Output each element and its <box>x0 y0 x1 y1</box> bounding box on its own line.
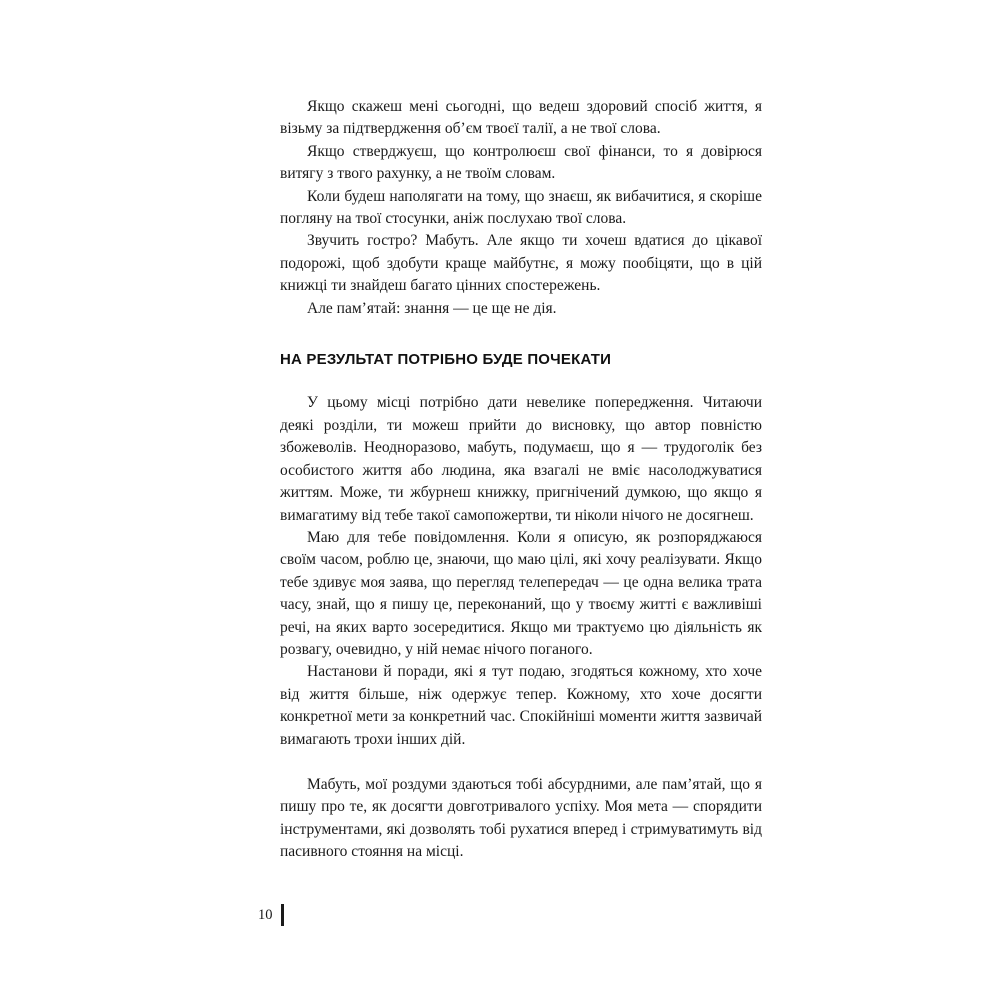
closing-paragraphs <box>280 774 762 864</box>
page-number: 10 <box>258 906 273 923</box>
text-block <box>280 96 762 864</box>
paragraph: Якщо скажеш мені сьогодні, що ведеш здоровий спосіб життя, я візьму за підтвердження об’єм твоєї талії, а не твої слова. <box>280 98 762 138</box>
paragraph: Маю для тебе повідомлення. Коли я описую, як розпоряджаюся своїм часом, роблю це, знаючи, що маю цілі, які хочу реалізувати. Якщо тебе здивує моя заява, що перегляд телепередач — це одна велика трата часу, знай, що я пишу це, переконаний, що у твоєму житті є важливіші речі, на яких варто зосередитися. Якщо ми трактуємо цю діяльність як розвагу, очевидно, у ній немає нічого поганого. <box>280 528 762 658</box>
paragraph: Настанови й поради, які я тут подаю, згодяться кожному, хто хоче від життя більше, ніж одержує тепер. Кожному, хто хоче досягти конкретної мети за конкретний час. Спокійніші моменти життя зазвичай вимагають трохи інших дій. <box>280 663 762 748</box>
paragraph: У цьому місці потрібно дати невелике попередження. Читаючи деякі розділи, ти можеш прийти до висновку, що автор повністю збожеволів. Неодноразово, мабуть, подумаєш, що я — трудоголік без особистого життя або людина, яка взагалі не вміє насолоджуватися життям. Може, ти жбурнеш книжку, пригнічений думкою, що якщо я вимагатиму від тебе такої самопожертви, ти ніколи нічого не досягнеш. <box>280 394 762 524</box>
paragraph: Мабуть, мої роздуми здаються тобі абсурдними, але пам’ятай, що я пишу про те, як досягти довготривалого успіху. Моя мета — спорядити інструментами, які дозволять тобі рухатися вперед і стримуватимуть від пасивного стояння на місці. <box>280 775 762 861</box>
body-paragraphs <box>280 392 762 751</box>
section-heading: НА РЕЗУЛЬТАТ ПОТРІБНО БУДЕ ПОЧЕКАТИ <box>280 351 612 369</box>
intro-paragraphs <box>280 96 762 320</box>
footer-rule <box>281 904 284 926</box>
paragraph: Але пам’ятай: знання — це ще не дія. <box>307 299 557 317</box>
paragraph: Звучить гостро? Мабуть. Але якщо ти хочеш вдатися до цікавої подорожі, щоб здобути краще майбутнє, я можу пообіцяти, що в цій книжці ти знайдеш багато цінних спостережень. <box>280 232 762 295</box>
paragraph: Якщо стверджуєш, що контролюєш свої фінанси, то я довірюся витягу з твого рахунку, а не твоїм словам. <box>280 142 762 183</box>
page-footer <box>258 903 284 927</box>
paragraph: Коли будеш наполягати на тому, що знаєш, як вибачитися, я скоріше погляну на твої стосунки, аніж послухаю твої слова. <box>280 187 762 228</box>
